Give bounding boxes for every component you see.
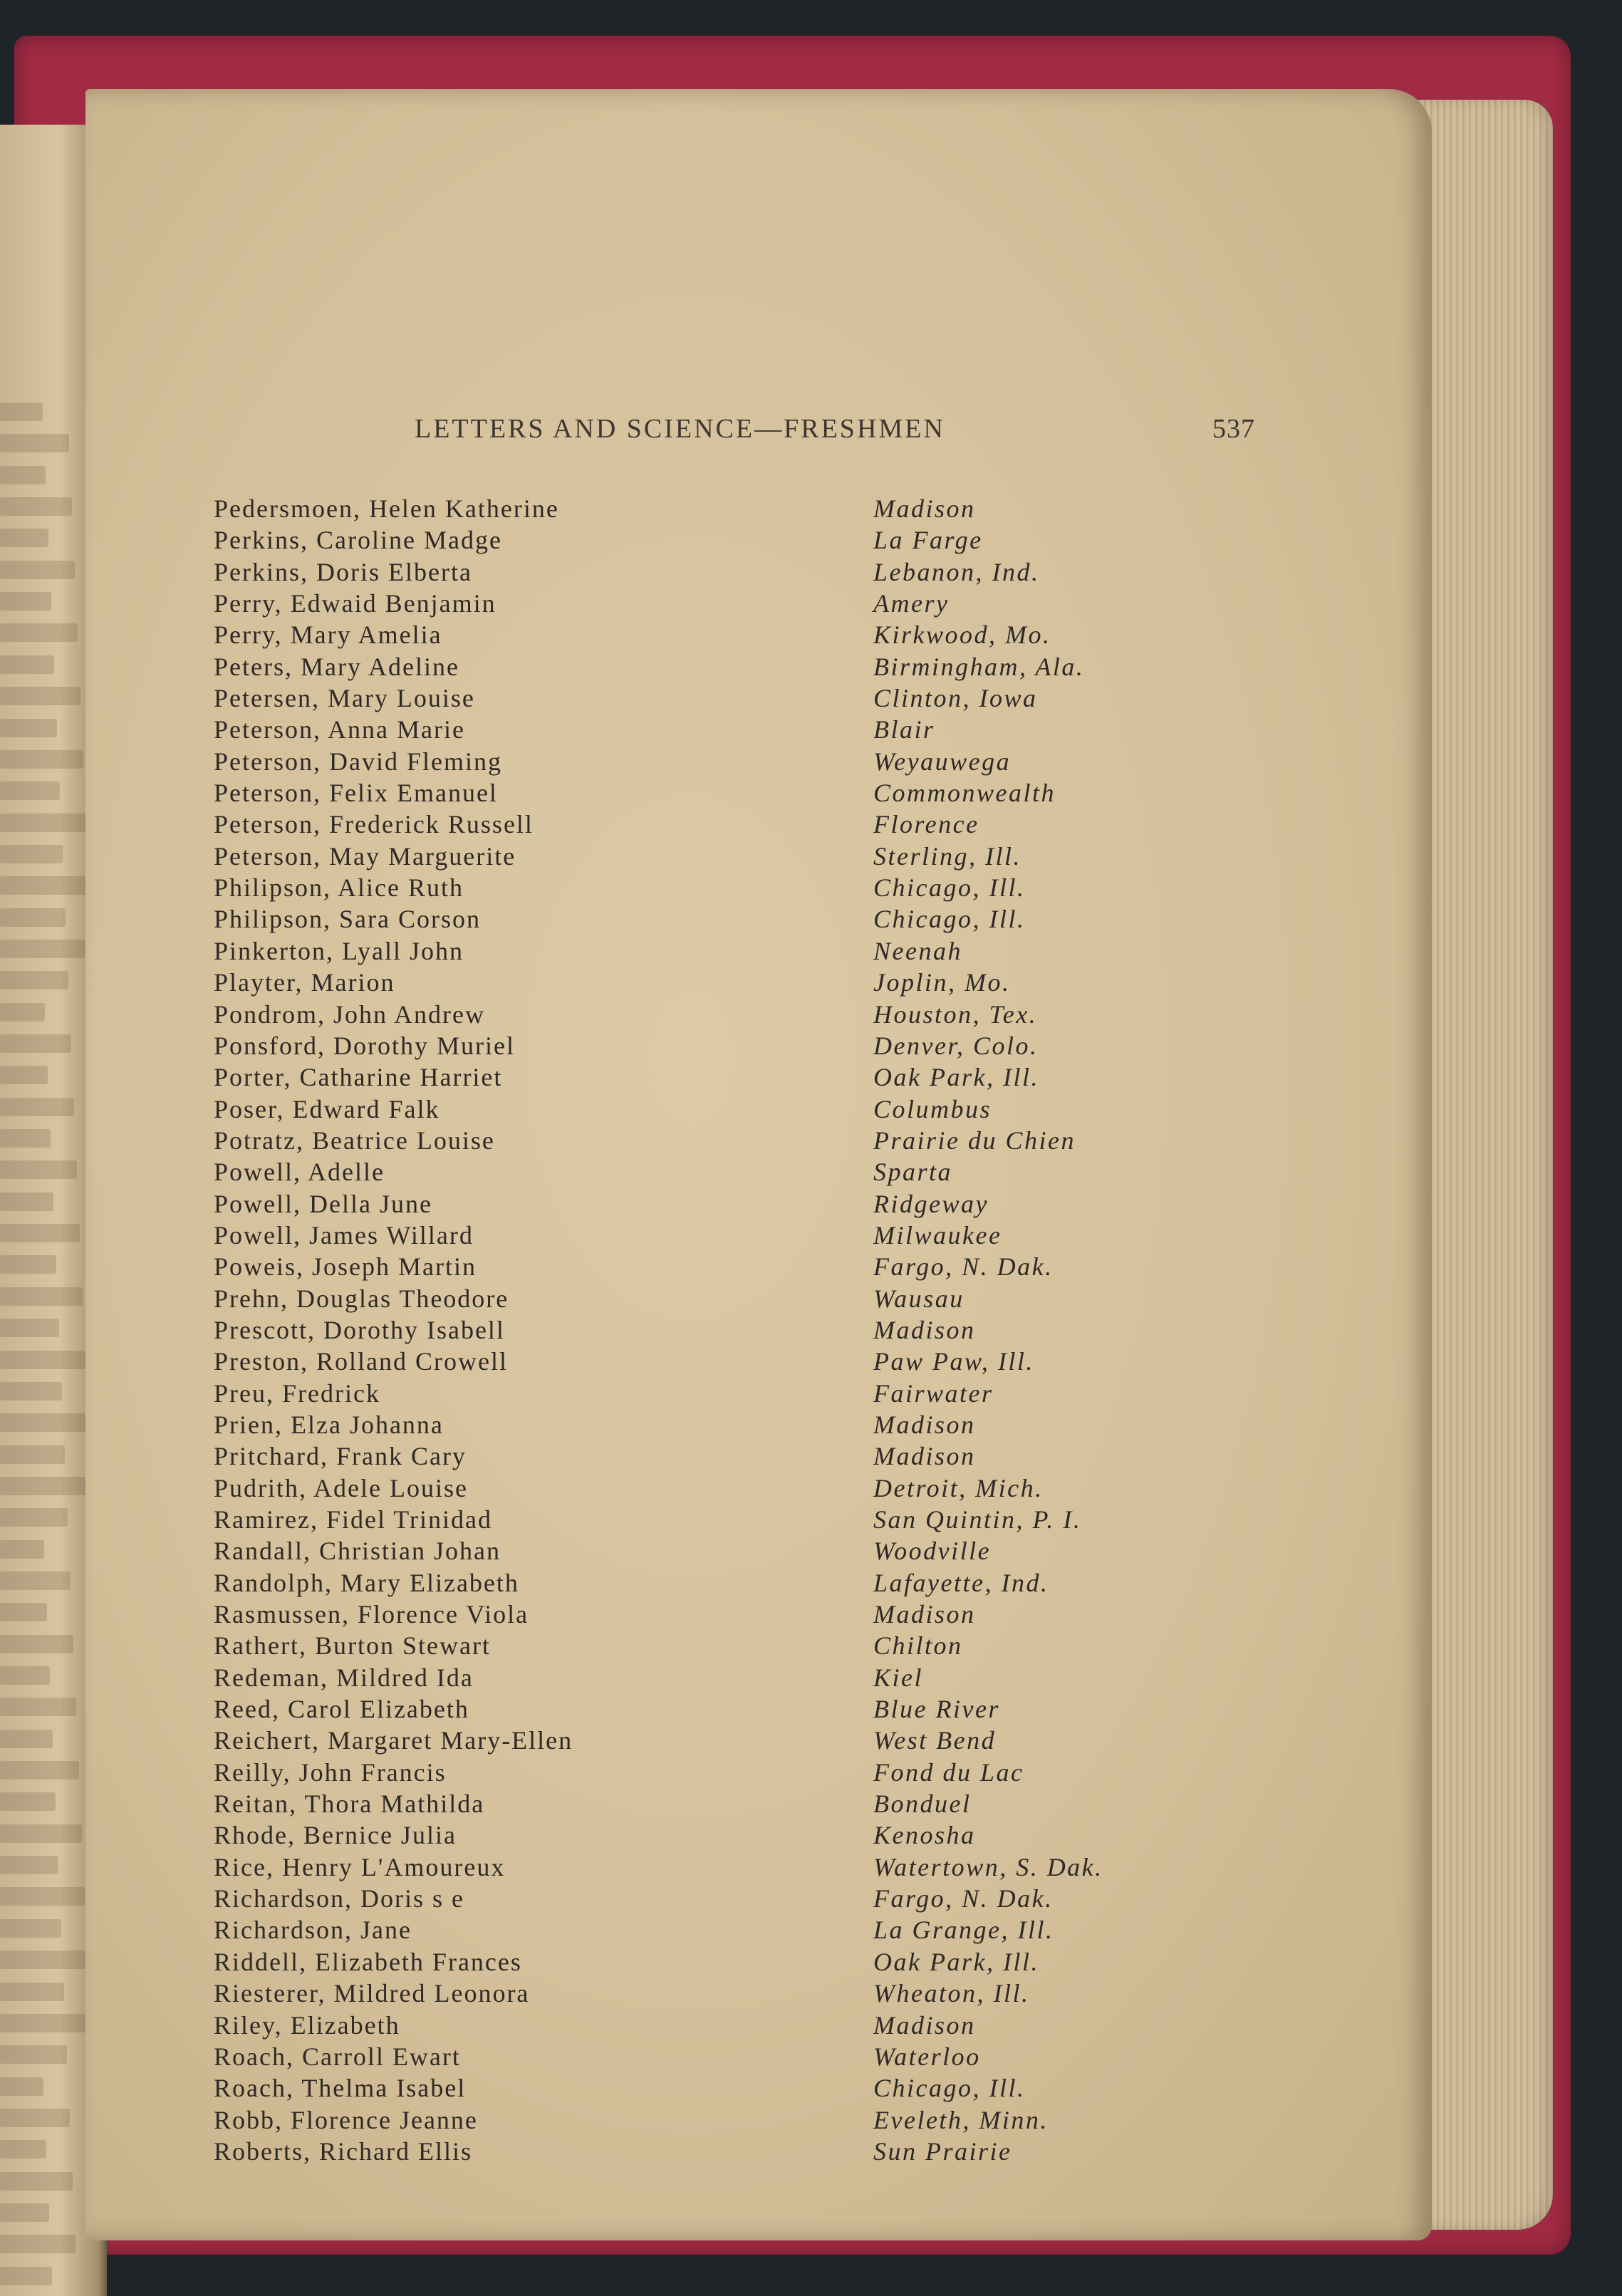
show-through-mark [0, 1193, 53, 1211]
hometown: Kenosha [873, 1821, 976, 1850]
show-through-mark [0, 2077, 43, 2096]
show-through-mark [0, 1382, 62, 1401]
hometown: Florence [873, 810, 979, 839]
hometown: Chicago, Ill. [873, 905, 1026, 934]
hometown: Eveleth, Minn. [873, 2105, 1049, 2134]
list-item [212, 2010, 1224, 2042]
student-name: Pritchard, Frank Cary [214, 1442, 467, 1471]
student-name: Peterson, Frederick Russell [214, 810, 534, 839]
show-through-mark [0, 1445, 65, 1464]
student-name: Roach, Carroll Ewart [214, 2042, 461, 2071]
list-item [212, 1757, 1224, 1789]
show-through-mark [0, 876, 89, 895]
list-item [212, 873, 1224, 904]
show-through-mark [0, 1003, 45, 1022]
list-item [212, 1315, 1224, 1346]
list-item [212, 1094, 1224, 1126]
hometown: Blue River [873, 1695, 1000, 1724]
list-item [212, 1631, 1224, 1662]
hometown: Waterloo [873, 2042, 981, 2071]
show-through-mark [0, 1255, 56, 1274]
show-through-mark [0, 750, 83, 769]
student-name: Peterson, David Fleming [214, 747, 502, 776]
list-item [212, 999, 1224, 1031]
list-item [212, 1789, 1224, 1820]
list-item [212, 1157, 1224, 1188]
show-through-mark [0, 687, 80, 705]
student-name: Richardson, Jane [214, 1916, 412, 1945]
student-name: Reed, Carol Elizabeth [214, 1695, 469, 1724]
student-name: Pudrith, Adele Louise [214, 1473, 468, 1502]
hometown: Bonduel [873, 1789, 972, 1819]
show-through-mark [0, 1983, 64, 2001]
list-item [212, 1062, 1224, 1094]
list-item [212, 1820, 1224, 1851]
hometown: La Farge [873, 526, 983, 555]
student-name: Perkins, Doris Elberta [214, 557, 472, 586]
show-through-mark [0, 1887, 85, 1906]
hometown: Madison [873, 494, 976, 523]
list-item [212, 1978, 1224, 2010]
list-item [212, 557, 1224, 588]
student-name: Preston, Rolland Crowell [214, 1347, 508, 1376]
show-through-mark [0, 908, 66, 927]
student-name: Prien, Elza Johanna [214, 1410, 444, 1439]
list-item [212, 1473, 1224, 1505]
student-name: Riesterer, Mildred Leonora [214, 1979, 530, 2008]
hometown: Sun Prairie [873, 2136, 1012, 2166]
hometown: Wheaton, Ill. [873, 1979, 1030, 2008]
student-name: Rice, Henry L'Amoureux [214, 1852, 506, 1881]
student-name: Randolph, Mary Elizabeth [214, 1568, 519, 1597]
show-through-mark [0, 1129, 51, 1148]
student-name: Philipson, Alice Ruth [214, 873, 464, 903]
hometown: Commonwealth [873, 779, 1056, 808]
student-name: Peterson, May Marguerite [214, 841, 516, 871]
show-through-mark [0, 814, 86, 832]
list-item [212, 1884, 1224, 1915]
student-name: Roberts, Richard Ellis [214, 2136, 472, 2166]
student-name: Prescott, Dorothy Isabell [214, 1315, 505, 1344]
hometown: Oak Park, Ill. [873, 1063, 1039, 1092]
hometown: Clinton, Iowa [873, 684, 1038, 713]
student-name: Ponsford, Dorothy Muriel [214, 1031, 515, 1060]
hometown: Detroit, Mich. [873, 1473, 1044, 1502]
student-name: Randall, Christian Johan [214, 1537, 501, 1566]
list-item [212, 588, 1224, 620]
student-name: Riley, Elizabeth [214, 2010, 400, 2040]
list-item [212, 747, 1224, 778]
show-through-mark [0, 1950, 88, 1969]
show-through-mark [0, 434, 69, 452]
show-through-mark [0, 2172, 73, 2191]
list-item [212, 1346, 1224, 1378]
running-head: LETTERS AND SCIENCE—FRESHMEN [415, 414, 945, 444]
show-through-mark [0, 1319, 59, 1337]
list-item [212, 1378, 1224, 1410]
show-through-mark [0, 1066, 48, 1084]
show-through-mark [0, 2109, 70, 2127]
book-page [85, 89, 1432, 2240]
hometown: Sterling, Ill. [873, 841, 1021, 871]
list-item [212, 936, 1224, 967]
list-item [212, 1505, 1224, 1536]
student-name: Reitan, Thora Mathilda [214, 1789, 485, 1819]
hometown: Oak Park, Ill. [873, 1947, 1039, 1976]
show-through-mark [0, 1792, 56, 1811]
list-item [212, 1031, 1224, 1062]
show-through-mark [0, 1160, 77, 1179]
list-item [212, 1126, 1224, 1157]
show-through-mark [0, 1761, 79, 1780]
list-item [212, 904, 1224, 935]
show-through-mark [0, 1666, 50, 1685]
show-through-mark [0, 781, 60, 800]
list-item [212, 1410, 1224, 1441]
list-item [212, 1252, 1224, 1283]
student-name: Robb, Florence Jeanne [214, 2105, 478, 2134]
show-through-mark [0, 592, 51, 611]
hometown: Denver, Colo. [873, 1031, 1039, 1060]
show-through-mark [0, 1824, 82, 1843]
hometown: Woodville [873, 1537, 992, 1566]
student-name: Poweis, Joseph Martin [214, 1252, 477, 1282]
hometown: Paw Paw, Ill. [873, 1347, 1034, 1376]
hometown: Kirkwood, Mo. [873, 620, 1051, 650]
list-item [212, 1441, 1224, 1472]
list-item [212, 1663, 1224, 1694]
student-name: Prehn, Douglas Theodore [214, 1284, 509, 1313]
hometown: Lafayette, Ind. [873, 1568, 1049, 1597]
list-item [212, 967, 1224, 999]
student-name: Perry, Mary Amelia [214, 620, 442, 650]
show-through-mark [0, 1224, 80, 1242]
student-name: Perry, Edwaid Benjamin [214, 589, 497, 618]
student-name: Poser, Edward Falk [214, 1094, 440, 1123]
hometown: Birmingham, Ala. [873, 652, 1085, 681]
student-name: Pedersmoen, Helen Katherine [214, 494, 559, 523]
show-through-mark [0, 2140, 46, 2159]
show-through-mark [0, 1635, 73, 1653]
hometown: Joplin, Mo. [873, 968, 1011, 997]
hometown: Madison [873, 1442, 976, 1471]
hometown: Kiel [873, 1663, 923, 1692]
list-item [212, 1947, 1224, 1978]
hometown: Madison [873, 1315, 976, 1344]
student-name: Reilly, John Francis [214, 1757, 447, 1787]
hometown: Watertown, S. Dak. [873, 1852, 1103, 1881]
list-item [212, 2073, 1224, 2104]
show-through-mark [0, 1730, 53, 1748]
list-item [212, 1284, 1224, 1315]
page-header [415, 413, 1255, 449]
list-item [212, 2136, 1224, 2168]
list-item [212, 683, 1224, 715]
hometown: Columbus [873, 1094, 992, 1123]
hometown: Amery [873, 589, 950, 618]
student-name: Peters, Mary Adeline [214, 652, 459, 681]
student-name: Riddell, Elizabeth Frances [214, 1947, 522, 1976]
student-name: Powell, Della June [214, 1189, 432, 1218]
student-name: Porter, Catharine Harriet [214, 1063, 503, 1092]
student-name: Roach, Thelma Isabel [214, 2074, 467, 2103]
hometown: West Bend [873, 1726, 997, 1755]
hometown: Prairie du Chien [873, 1126, 1076, 1155]
show-through-mark [0, 1098, 74, 1116]
list-item [212, 841, 1224, 873]
show-through-mark [0, 1477, 91, 1495]
list-item [212, 494, 1224, 525]
list-item [212, 1220, 1224, 1252]
show-through-mark [0, 971, 68, 989]
show-through-mark [0, 623, 78, 642]
list-item [212, 1725, 1224, 1757]
student-name: Peterson, Felix Emanuel [214, 779, 498, 808]
student-name: Rhode, Bernice Julia [214, 1821, 457, 1850]
student-name: Powell, James Willard [214, 1220, 474, 1250]
show-through-mark [0, 402, 43, 421]
student-list [212, 494, 1224, 2168]
show-through-mark [0, 497, 72, 516]
list-item [212, 525, 1224, 556]
show-through-mark [0, 940, 92, 958]
list-item [212, 2105, 1224, 2136]
list-item [212, 1694, 1224, 1725]
page-number: 537 [1212, 414, 1255, 444]
list-item [212, 2042, 1224, 2073]
student-name: Rasmussen, Florence Viola [214, 1600, 529, 1629]
student-name: Preu, Fredrick [214, 1378, 380, 1408]
hometown: Neenah [873, 936, 962, 965]
show-through-mark [0, 719, 57, 737]
show-through-mark [0, 1919, 61, 1938]
hometown: Milwaukee [873, 1220, 1002, 1250]
hometown: Chicago, Ill. [873, 2074, 1026, 2103]
student-name: Richardson, Doris s e [214, 1884, 464, 1913]
show-through-mark [0, 1508, 68, 1527]
hometown: Fargo, N. Dak. [873, 1884, 1054, 1913]
hometown: Weyauwega [873, 747, 1012, 776]
show-through-mark [0, 466, 46, 484]
list-item [212, 1599, 1224, 1631]
hometown: La Grange, Ill. [873, 1916, 1054, 1945]
student-name: Peterson, Anna Marie [214, 715, 465, 744]
list-item [212, 1536, 1224, 1567]
show-through-mark [0, 1287, 83, 1306]
student-name: Redeman, Mildred Ida [214, 1663, 474, 1692]
show-through-mark [0, 2235, 76, 2253]
hometown: Wausau [873, 1284, 965, 1313]
hometown: Fargo, N. Dak. [873, 1252, 1054, 1282]
student-name: Potratz, Beatrice Louise [214, 1126, 495, 1155]
show-through-mark [0, 561, 75, 579]
show-through-mark [0, 2267, 52, 2285]
show-through-mark [0, 655, 54, 674]
hometown: Fairwater [873, 1378, 994, 1408]
hometown: Lebanon, Ind. [873, 557, 1040, 586]
student-name: Pondrom, John Andrew [214, 999, 485, 1029]
show-through-mark [0, 845, 63, 863]
list-item [212, 778, 1224, 809]
list-item [212, 1189, 1224, 1220]
show-through-mark [0, 1698, 76, 1716]
show-through-mark [0, 1603, 47, 1621]
list-item [212, 1852, 1224, 1884]
show-through-mark [0, 2045, 67, 2064]
list-item [212, 1915, 1224, 1946]
student-name: Ramirez, Fidel Trinidad [214, 1505, 492, 1534]
list-item [212, 1568, 1224, 1599]
student-name: Playter, Marion [214, 968, 395, 997]
student-name: Pinkerton, Lyall John [214, 936, 464, 965]
show-through-mark [0, 2203, 49, 2222]
hometown: Fond du Lac [873, 1757, 1024, 1787]
show-through-mark [0, 1413, 88, 1432]
student-name: Reichert, Margaret Mary-Ellen [214, 1726, 573, 1755]
hometown: Madison [873, 2010, 976, 2040]
show-through-mark [0, 1540, 44, 1559]
list-item [212, 809, 1224, 841]
student-name: Rathert, Burton Stewart [214, 1631, 491, 1661]
list-item [212, 620, 1224, 651]
show-through-mark [0, 1351, 85, 1369]
show-through-mark [0, 529, 48, 547]
show-through-mark [0, 1572, 71, 1590]
list-item [212, 715, 1224, 746]
hometown: Chilton [873, 1631, 963, 1661]
student-name: Powell, Adelle [214, 1158, 385, 1187]
hometown: Houston, Tex. [873, 999, 1038, 1029]
hometown: Madison [873, 1410, 976, 1439]
hometown: Madison [873, 1600, 976, 1629]
show-through-mark [0, 1034, 71, 1053]
hometown: San Quintin, P. I. [873, 1505, 1082, 1534]
hometown: Ridgeway [873, 1189, 989, 1218]
student-name: Perkins, Caroline Madge [214, 526, 502, 555]
show-through-mark [0, 2014, 90, 2032]
student-name: Petersen, Mary Louise [214, 684, 475, 713]
list-item [212, 652, 1224, 683]
hometown: Chicago, Ill. [873, 873, 1026, 903]
student-name: Philipson, Sara Corson [214, 905, 482, 934]
show-through-mark [0, 1856, 58, 1874]
hometown: Blair [873, 715, 935, 744]
hometown: Sparta [873, 1158, 953, 1187]
